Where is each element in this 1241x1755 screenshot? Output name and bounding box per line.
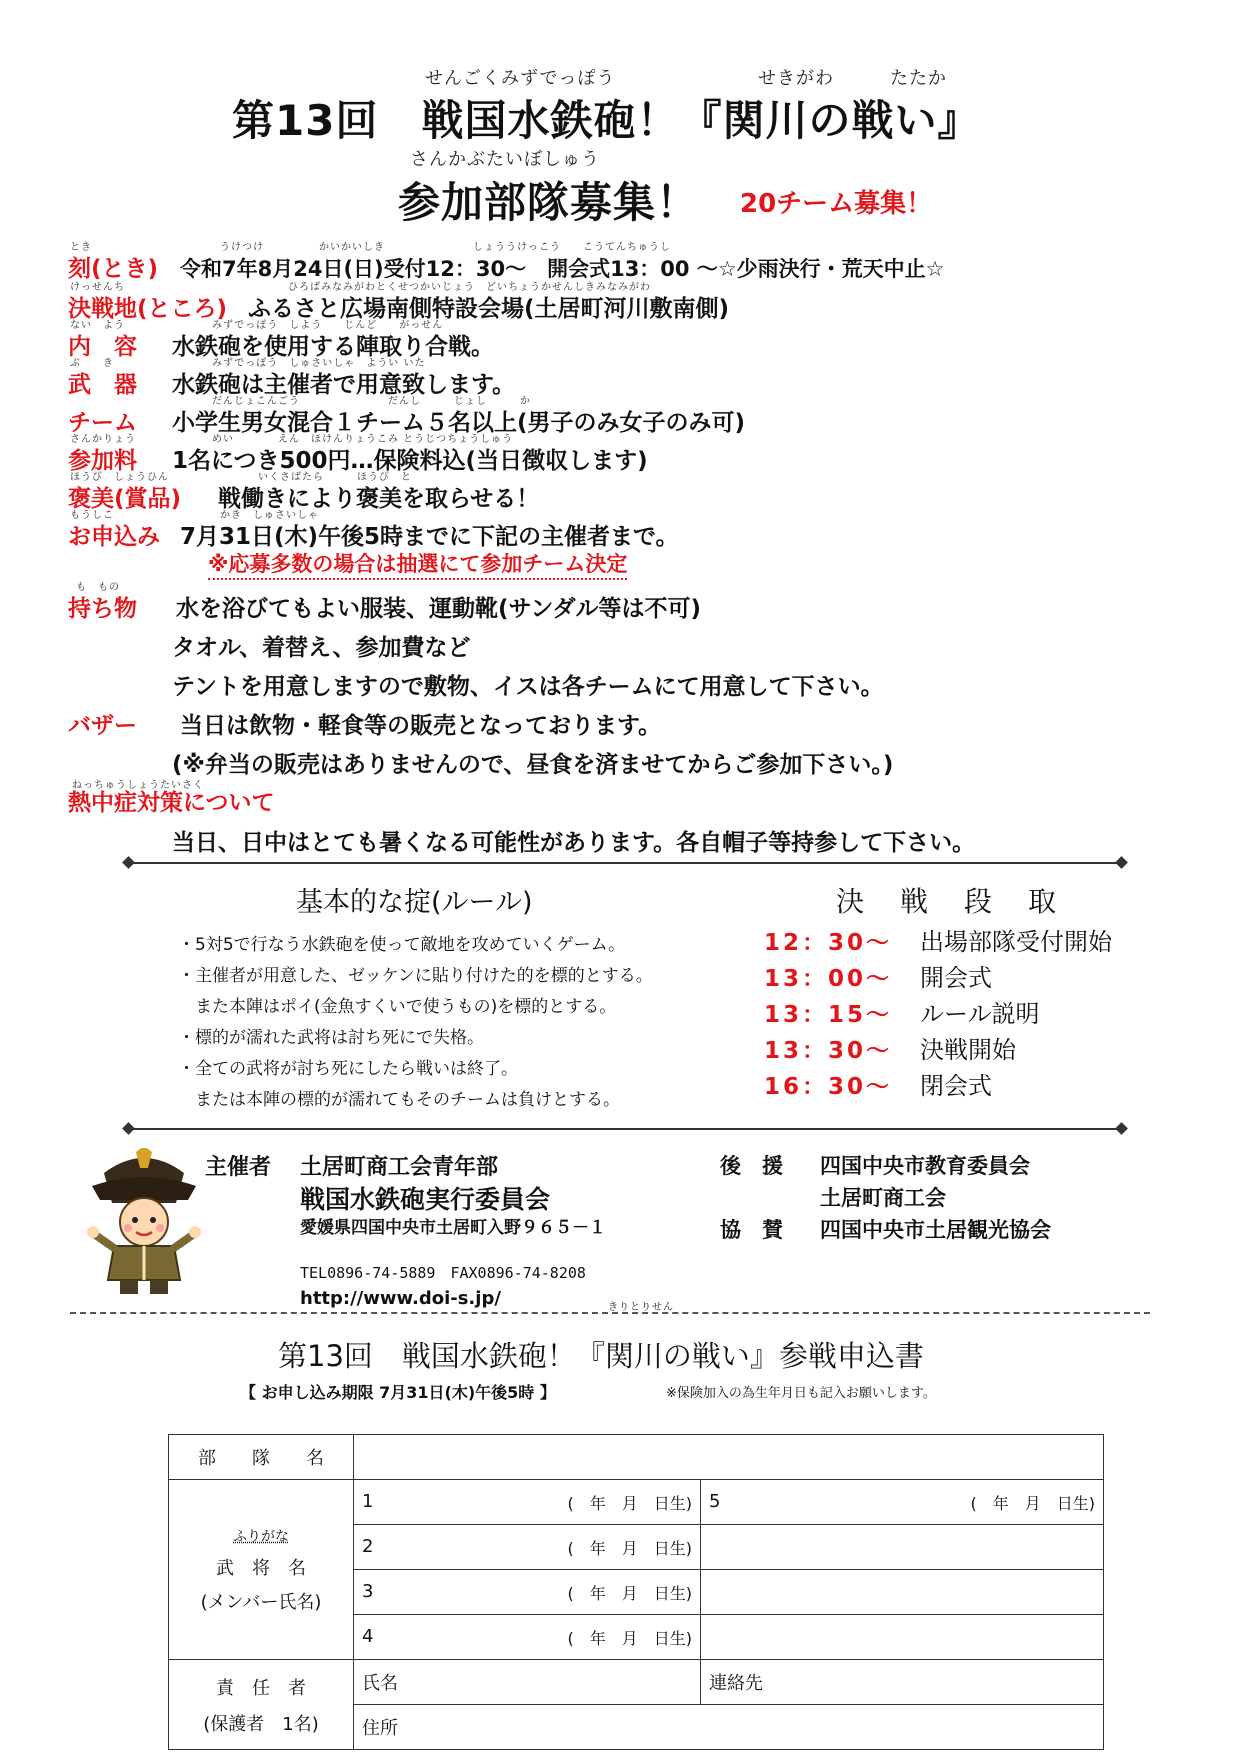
responsible-sub: (保護者 1名): [203, 1713, 319, 1735]
bring-row: [68, 590, 701, 623]
detail-label-ruby: もうしこ: [70, 510, 114, 521]
subtitle-ruby: さんかぶたいぼしゅう: [410, 149, 600, 170]
schedule-time: 13：00～: [764, 966, 893, 992]
cutline-ruby: きりとりせん: [608, 1302, 674, 1313]
bazaar-line2: (※弁当の販売はありませんので、昼食を済ませてからご参加下さい。): [172, 752, 894, 778]
name-sub: (メンバー氏名): [200, 1591, 322, 1613]
name-ruby: ふりがな: [233, 1528, 289, 1545]
member-label-cell: [169, 1480, 354, 1660]
detail-label: 刻(とき): [68, 256, 159, 282]
form-title: 第13回 戦国水鉄砲！『関川の戦い』参戦申込書: [278, 1339, 924, 1373]
detail-label-ruby: ぶ き: [70, 358, 114, 369]
organizer-label: 主催者: [205, 1155, 272, 1180]
detail-text: 令和7年8月24日(日)受付12：30～ 開会式13：00 ～☆少雨決行・荒天中止☆: [180, 257, 945, 281]
detail-label: 武 器: [68, 372, 137, 398]
detail-label-ruby: とき: [70, 242, 92, 253]
bring-line2: タオル、着替え、参加費など: [172, 635, 471, 661]
form-note: ※保険加入の為生年月日も記入お願いします。: [666, 1386, 936, 1401]
member-field-4[interactable]: 4 ( 年 月 日生): [354, 1615, 701, 1660]
detail-text: 7月31日(木)午後5時までに下記の主催者まで。: [180, 524, 679, 550]
member-field-8[interactable]: [701, 1615, 1104, 1660]
detail-label-ruby: さんかりょう: [70, 434, 136, 445]
schedule-event: 出場部隊受付開始: [920, 928, 1112, 956]
bazaar-label: バザー: [68, 713, 137, 739]
organizer-org2: 戦国水鉄砲実行委員会: [300, 1185, 551, 1214]
rule-item: ・主催者が用意した、ゼッケンに貼り付けた的を標的とする。: [178, 966, 653, 986]
schedule-heading: 決 戦 段 取: [836, 885, 1061, 918]
rule-item: また本陣はポイ(金魚すくいで使うもの)を標的とする。: [178, 997, 617, 1017]
rule-item: ・標的が濡れた武将は討ち死にで失格。: [178, 1028, 484, 1048]
unit-name-field[interactable]: [354, 1435, 1104, 1480]
schedule-event: 開会式: [920, 964, 992, 992]
bring-line1: 水を浴びてもよい服装、運動靴(サンダル等は不可): [176, 596, 701, 622]
sponsor-org: 四国中央市土居観光協会: [820, 1218, 1051, 1242]
organizer-address: 愛媛県四国中央市土居町入野９６５－１: [300, 1218, 606, 1238]
responsible-address-field[interactable]: 住所: [354, 1705, 1104, 1750]
recruit-count: 20チーム募集！: [740, 189, 933, 219]
application-form: [168, 1434, 1104, 1750]
member-field-5[interactable]: 5 ( 年 月 日生): [701, 1480, 1104, 1525]
bring-label: 持ち物: [68, 596, 137, 622]
detail-label: 褒美(賞品): [68, 486, 182, 512]
detail-label: 参加料: [68, 448, 137, 474]
detail-text: 水鉄砲を使用する陣取り合戦。: [172, 334, 494, 360]
rule-item: または本陣の標的が濡れてもそのチームは負けとする。: [178, 1090, 620, 1110]
detail-text-ruby: うけつけ かいかいしき しょううけっこう こうてんちゅうし: [220, 242, 671, 253]
organizer-org1: 土居町商工会青年部: [300, 1155, 499, 1180]
detail-text-ruby: ひろばみなみがわとくせつかいじょう どいちょうかせんしきみなみがわ: [288, 282, 651, 293]
detail-text: ふるさと広場南側特設会場(土居町河川敷南側): [248, 296, 730, 322]
rule-item: ・5対5で行なう水鉄砲を使って敵地を攻めていくゲーム。: [178, 935, 626, 955]
samurai-mascot-illustration: [84, 1148, 204, 1298]
detail-text-ruby: めい えん ほけんりょうこみ とうじつちょうしゅう: [212, 434, 514, 445]
member-field-3[interactable]: 3 ( 年 月 日生): [354, 1570, 701, 1615]
member-field-6[interactable]: [701, 1525, 1104, 1570]
responsible-label-cell: [169, 1660, 354, 1750]
cut-line: [70, 1312, 1150, 1314]
name-label: 武 将 名: [216, 1557, 306, 1579]
bazaar-row: [68, 707, 661, 740]
detail-text: 戦働きにより褒美を取らせる！: [218, 486, 540, 512]
heat-label: 熱中症対策について: [68, 790, 275, 816]
detail-text-ruby: かき しゅさいしゃ: [220, 510, 319, 521]
organizer-url[interactable]: http://www.doi-s.jp/: [300, 1288, 501, 1309]
schedule-time: 16：30～: [764, 1074, 893, 1100]
form-deadline: 【 お申し込み期限 7月31日(木)午後5時 】: [240, 1383, 556, 1402]
schedule-event: 閉会式: [920, 1072, 992, 1100]
schedule-time: 13：15～: [764, 1002, 893, 1028]
schedule-event: ルール説明: [920, 1000, 1040, 1028]
bazaar-line1: 当日は飲物・軽食等の販売となっております。: [180, 713, 662, 739]
detail-text-ruby: いくさばたら ほうび と: [258, 472, 412, 483]
detail-label: チーム: [68, 410, 137, 436]
responsible-name-field[interactable]: 氏名: [354, 1660, 701, 1705]
sponsor-label: 協 賛: [720, 1218, 783, 1242]
responsible-contact-field[interactable]: 連絡先: [701, 1660, 1104, 1705]
support-label: 後 援: [720, 1154, 783, 1178]
bring-line3: テントを用意しますので敷物、イスは各チームにて用意して下さい。: [172, 674, 884, 700]
member-field-2[interactable]: 2 ( 年 月 日生): [354, 1525, 701, 1570]
detail-label: 決戦地(ところ): [68, 296, 228, 322]
title-ruby-3: たたか: [890, 68, 947, 89]
detail-text-ruby: みずでっぽう しゅさいしゃ ようい いた: [212, 358, 426, 369]
detail-text: 小学生男女混合１チーム５名以上(男子のみ女子のみ可): [172, 410, 746, 436]
schedule-time: 12：30～: [764, 930, 893, 956]
responsible-label: 責 任 者: [216, 1677, 306, 1699]
detail-label-ruby: ほうび しょうひん: [70, 472, 169, 483]
support-org2: 土居町商工会: [820, 1186, 946, 1210]
schedule-time: 13：30～: [764, 1038, 893, 1064]
member-field-1[interactable]: 1 ( 年 月 日生): [354, 1480, 701, 1525]
page-subtitle: 参加部隊募集！: [398, 178, 700, 227]
title-ruby-1: せんごくみずでっぽう: [425, 68, 616, 89]
detail-text: 水鉄砲は主催者で用意致します。: [172, 372, 516, 398]
detail-label-ruby: ない よう: [70, 320, 125, 331]
page-title: 第13回 戦国水鉄砲！『関川の戦い』: [232, 96, 981, 145]
organizer-tel: TEL0896-74-5889 FAX0896-74-8208: [300, 1264, 586, 1282]
schedule-event: 決戦開始: [920, 1036, 1016, 1064]
lottery-note: ※応募多数の場合は抽選にて参加チーム決定: [208, 548, 627, 580]
heat-line: 当日、日中はとても暑くなる可能性があります。各自帽子等持参して下さい。: [172, 830, 976, 856]
member-field-7[interactable]: [701, 1570, 1104, 1615]
detail-text-ruby: だんじょこんごう だんし じょし か: [212, 396, 531, 407]
detail-label: 内 容: [68, 334, 137, 360]
divider-bottom: [130, 1128, 1120, 1130]
rules-heading: 基本的な掟(ルール): [296, 887, 533, 918]
detail-text-ruby: みずでっぽう しよう じんど がっせん: [212, 320, 444, 331]
detail-label-ruby: けっせんち: [70, 282, 125, 293]
title-ruby-2: せきがわ: [758, 68, 834, 89]
detail-label: お申込み: [68, 524, 160, 550]
detail-text: 1名につき500円…保険料込(当日徴収します): [172, 448, 648, 474]
support-org1: 四国中央市教育委員会: [820, 1154, 1030, 1178]
divider-top: [130, 862, 1120, 864]
rule-item: ・全ての武将が討ち死にしたら戦いは終了。: [178, 1059, 518, 1079]
detail-row: [68, 518, 679, 551]
heat-ruby: ねっちゅうしょうたいさく: [72, 780, 204, 791]
unit-name-label: 部 隊 名: [169, 1435, 354, 1480]
bring-ruby: も もの: [76, 582, 120, 593]
